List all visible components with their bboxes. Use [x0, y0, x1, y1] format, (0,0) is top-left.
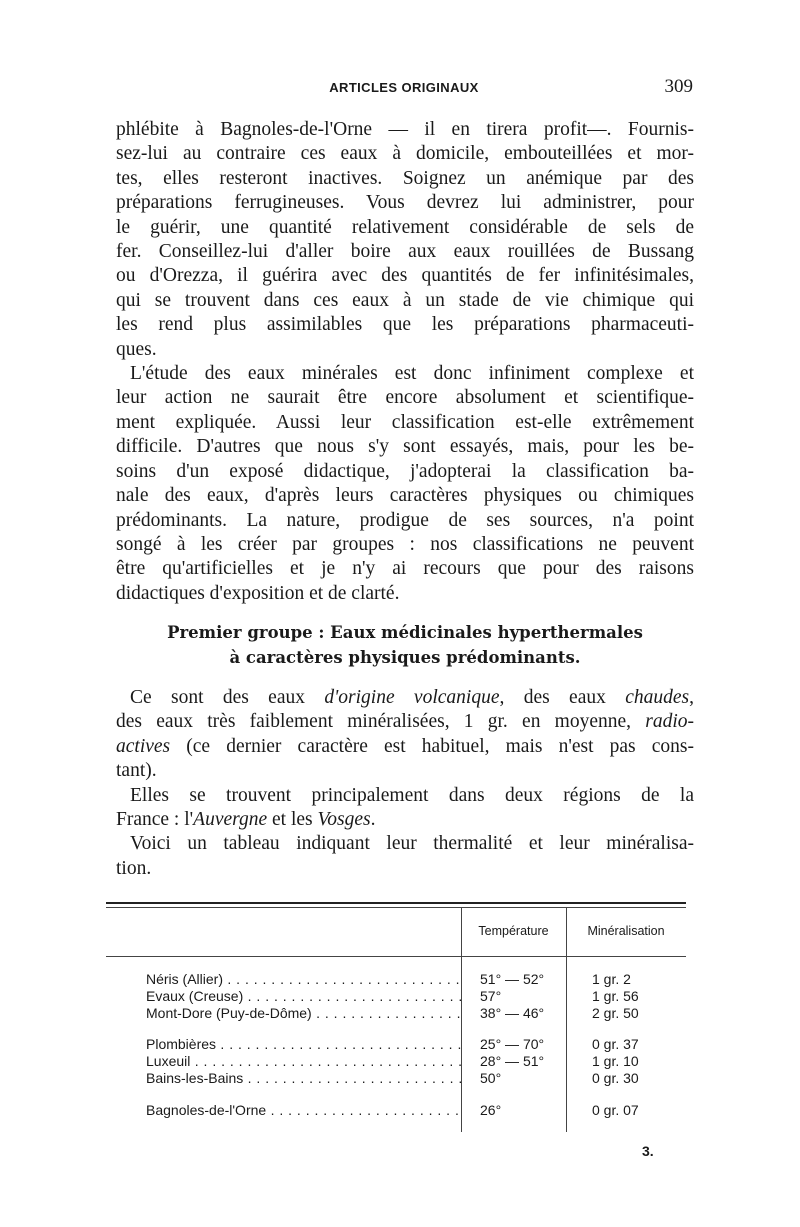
- paragraph-2: L'étude des eaux minérales est donc infiniment complexe et leur action ne saurait être encore absolument et scientifique- ment expliquée. Aussi leur classification est-elle extrêmement difficile. D'autres que nous s'y sont essayés, mais, pour les be- soins d'un exposé didactique, j'adopterai la classification ba- nale des eaux, d'après leurs caractères physiques ou chimiques prédominants. La nature, prodigue de ses sources, n'a point songé à les créer par groupes : nos classifications ne peuvent être qu'artificielles et je n'y ai recours que pour des raisons: [116, 363, 694, 580]
- table-row: Luxeuil . . . 28° — 51° 1 gr. 10: [106, 1053, 686, 1070]
- table-row: Néris (Allier) . . . 51° — 52° 1 gr. 2: [106, 971, 686, 988]
- col-header-mineralisation: Minéralisation: [587, 924, 665, 938]
- table-top-rule: [106, 902, 686, 904]
- running-header-title: ARTICLES ORIGINAUX: [329, 80, 479, 95]
- table-row: Mont-Dore (Puy-de-Dôme) . . . 38° — 46° 2 gr. 50: [106, 1005, 686, 1022]
- paragraph-1: phlébite à Bagnoles-de-l'Orne — il en tirera profit—. Fournis- sez-lui au contraire ces eaux à domicile, embouteillées et mor- tes, elles resteront inactives. Soignez un anémique par des préparations ferrugineuses. Vous devrez lui administrer, pour le guérir, une quantité relativement considérable de sels de fer. Conseillez-lui d'aller boire aux eaux rouillées de Bussang ou d'Orezza, il guérira avec des quantités de fer infinitésimales, qui se trouvent dans ces eaux à un stade de vie chimique qui les rend plus assimilables que les préparations pharmaceuti-: [116, 119, 694, 336]
- paragraph-3: Ce sont des eaux d'origine volcanique, des eaux chaudes, des eaux très faiblement minéralisées, 1 gr. en moyenne, radio- actives (ce dernier caractère est habituel, mais n'est pas cons-: [116, 687, 694, 757]
- table-row: Bagnoles-de-l'Orne . . . 26° 0 gr. 07: [106, 1102, 686, 1119]
- body-text-bottom: Ce sont des eaux d'origine volcanique, des eaux chaudes, des eaux très faiblement minéralisées, 1 gr. en moyenne, radio- actives (ce dernier caractère est habituel, mais n'est pas cons- tant). Elles se trouvent principalement dans deux régions de la France : l'Auvergne et les Vosges. Voici un tableau indiquant leur thermalité et leur minéralisa- tion.: [116, 687, 694, 879]
- paragraph-1-end: ques.: [116, 338, 157, 360]
- table-header-rule: [106, 956, 686, 957]
- running-header: [115, 76, 693, 100]
- paragraph-4: Elles se trouvent principalement dans deux régions de la: [130, 784, 694, 806]
- signature-mark: 3.: [642, 1143, 654, 1159]
- table-row: Bains-les-Bains . . . 50° 0 gr. 30: [106, 1070, 686, 1087]
- paragraph-5: Voici un tableau indiquant leur thermalité et leur minéralisa-: [130, 833, 694, 855]
- thermal-table: [106, 902, 686, 1132]
- section-heading: Premier groupe : Eaux médicinales hyperthermales à caractères physiques prédominants.: [167, 623, 643, 667]
- table-top-rule-thin: [106, 907, 686, 908]
- col-header-temperature: Température: [478, 924, 549, 938]
- body-text-top: [116, 118, 694, 606]
- page-number: 309: [664, 76, 693, 97]
- table-row: Evaux (Creuse) . . . 57° 1 gr. 56: [106, 988, 686, 1005]
- paragraph-2-end: didactiques d'exposition et de clarté.: [116, 582, 400, 604]
- table-row: Plombières . . . 25° — 70° 0 gr. 37: [106, 1036, 686, 1053]
